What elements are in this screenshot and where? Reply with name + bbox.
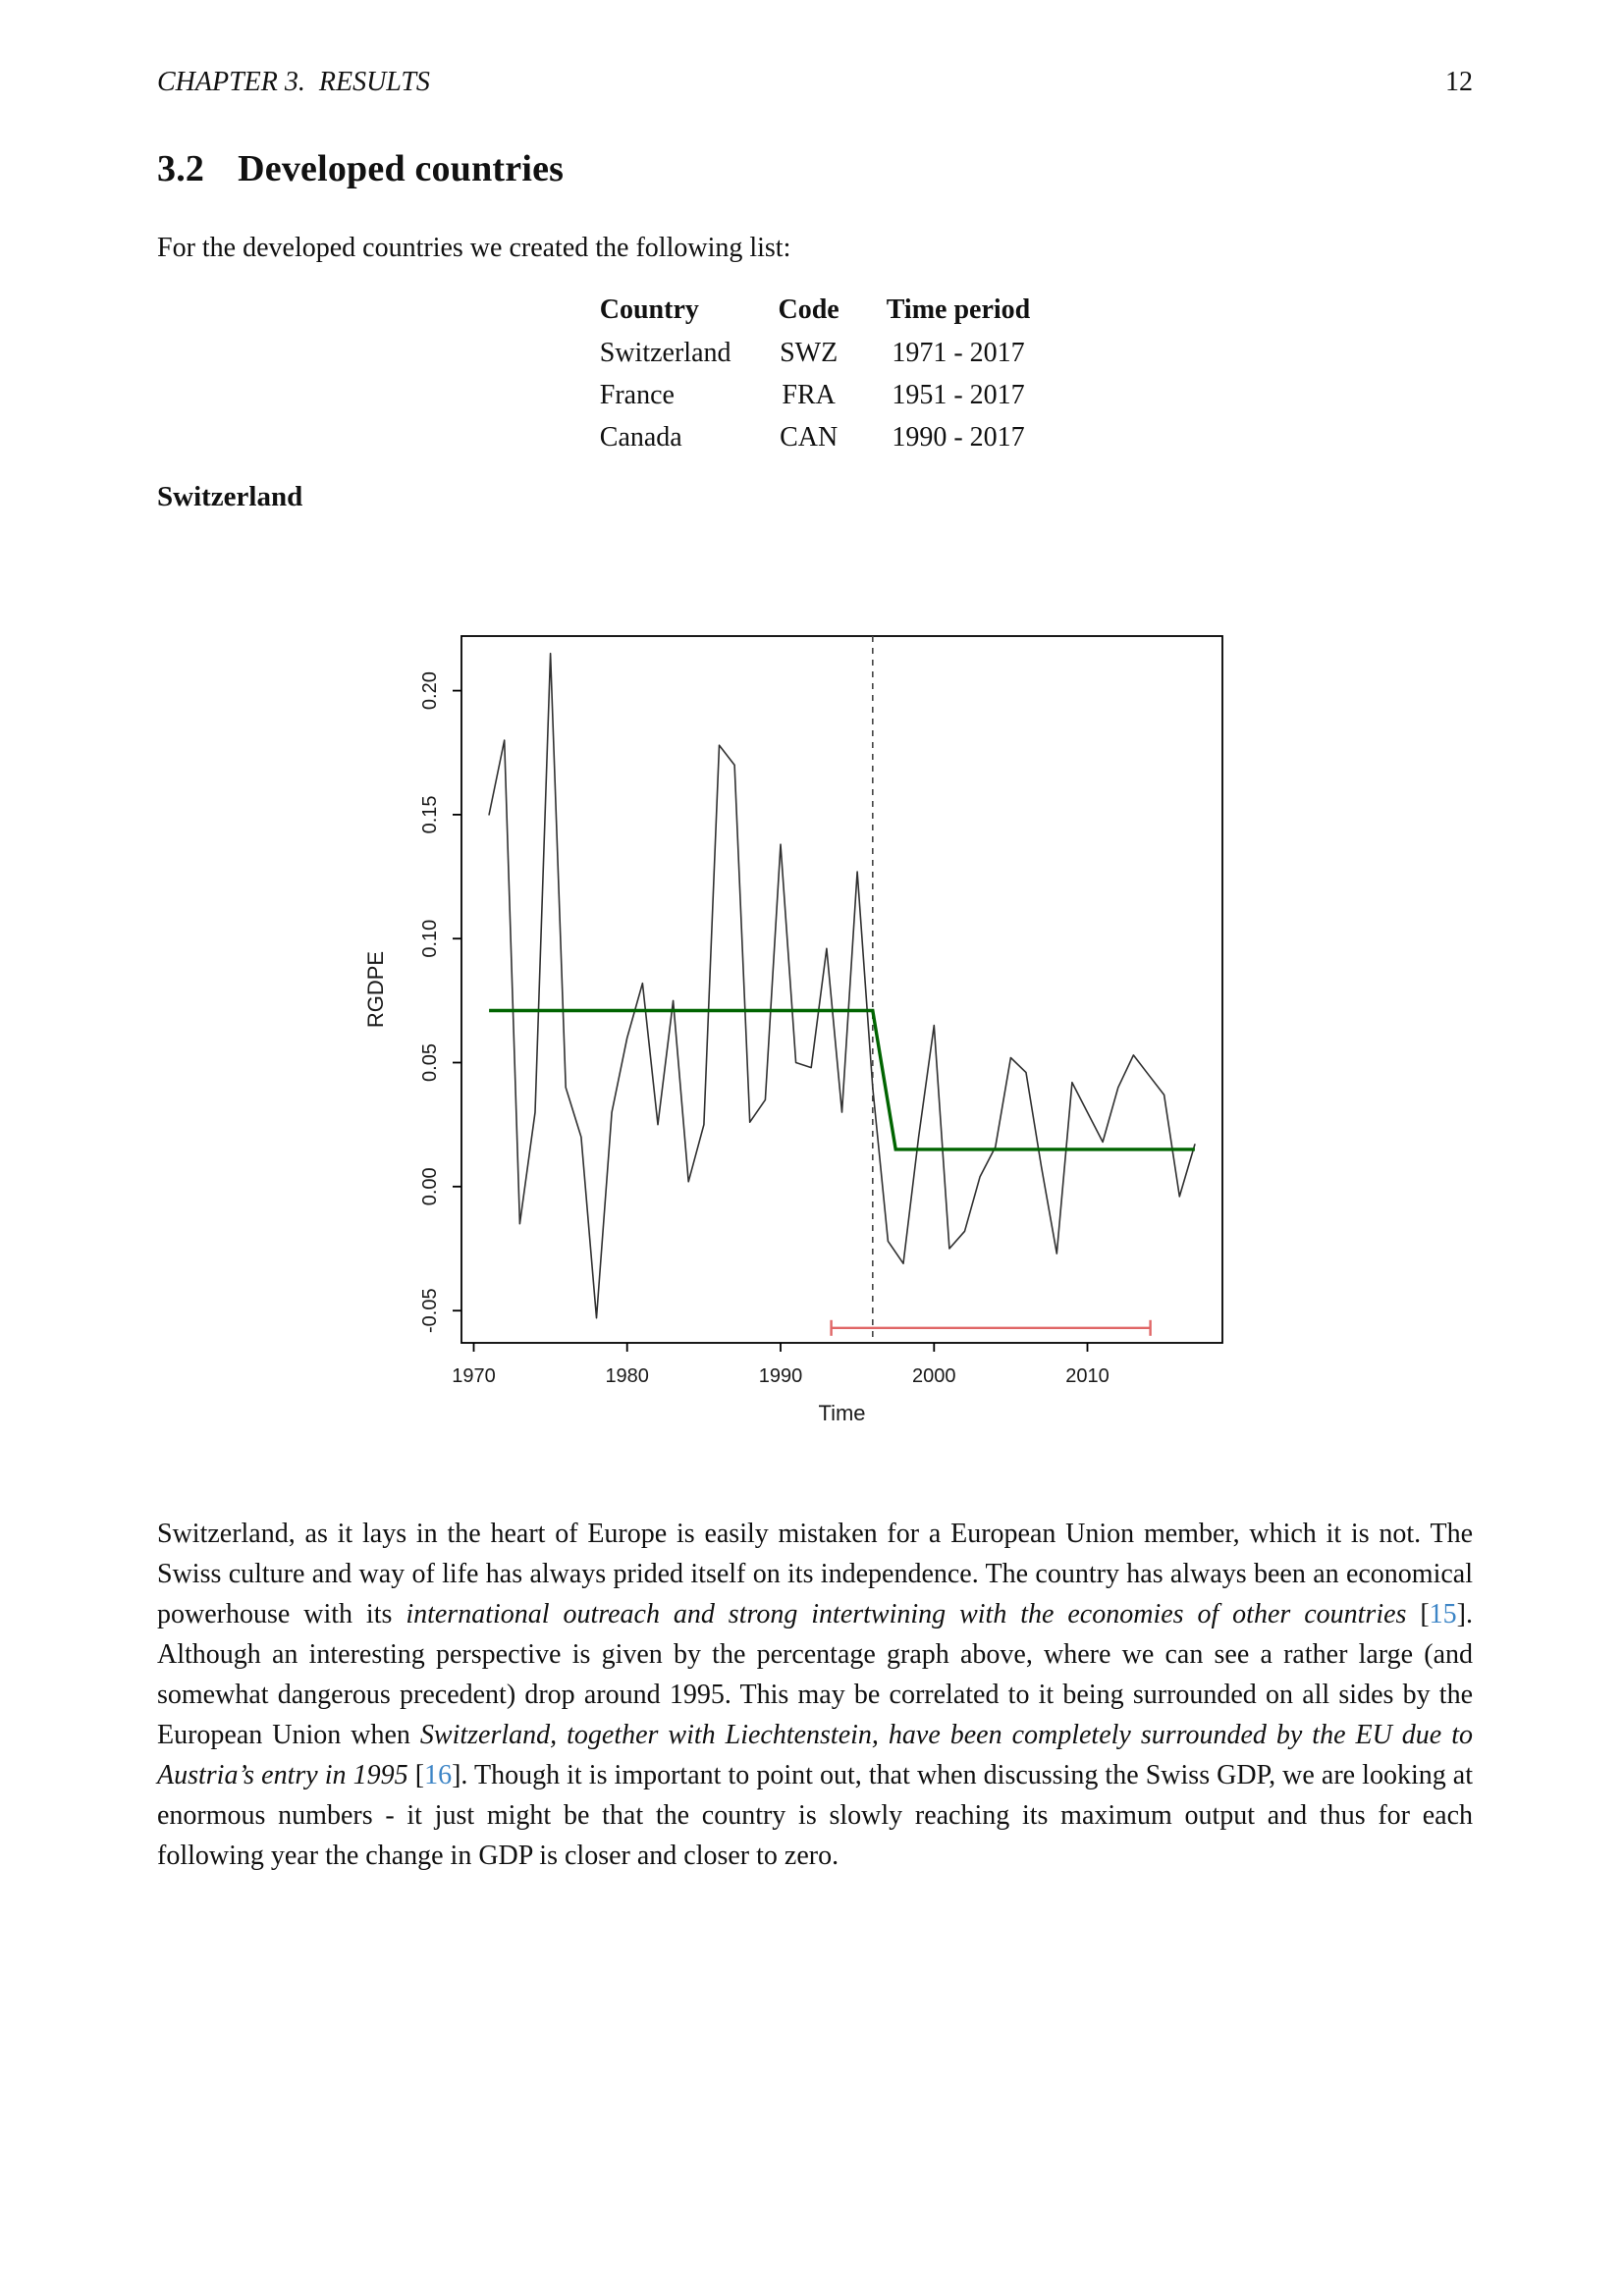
x-tick-label: 1990 <box>758 1365 803 1387</box>
x-tick-label: 2000 <box>912 1365 956 1387</box>
citation-link[interactable]: 15 <box>1429 1599 1457 1629</box>
italic-text: international outreach and strong intertwining with the economies of other countries <box>406 1599 1407 1629</box>
x-axis-label: Time <box>818 1401 866 1425</box>
rgdpe-series-line <box>489 654 1195 1318</box>
section-heading <box>157 147 564 190</box>
intro-paragraph: For the developed countries we created the following list: <box>157 233 791 263</box>
table-cell: Switzerland <box>599 338 731 368</box>
section-title: Developed countries <box>238 148 565 189</box>
body-paragraph <box>157 1514 1473 1876</box>
table-header-time-period: Time period <box>886 294 1031 325</box>
y-tick-label: 0.10 <box>419 919 441 958</box>
paragraph-text: Switzerland, as it lays in the heart of Europe is easily mistaken for a European Union member, which it is not. The Swiss culture and way of life has always prided itself on its independence. The country has always been an economical powerhouse with its <box>157 1519 1473 1629</box>
table-cell: Canada <box>599 422 682 453</box>
y-tick-label: 0.05 <box>419 1043 441 1082</box>
table-header-country: Country <box>599 294 699 325</box>
y-tick-label: 0.20 <box>419 671 441 711</box>
table-cell: 1951 - 2017 <box>892 380 1025 410</box>
switzerland-rgdpe-chart <box>334 612 1242 1436</box>
table-row <box>600 332 1030 374</box>
chart-root <box>334 612 1242 1441</box>
x-tick-label: 1980 <box>605 1365 649 1387</box>
x-tick-label: 1970 <box>452 1365 496 1387</box>
table-cell: 1990 - 2017 <box>892 422 1025 453</box>
table-cell: CAN <box>780 422 839 453</box>
table-cell: FRA <box>782 380 836 410</box>
table-row <box>600 416 1030 458</box>
table-row <box>600 374 1030 416</box>
citation-link[interactable]: 16 <box>424 1760 453 1790</box>
paragraph-text: ]. Although an interesting perspective is given by the percentage graph above, where we can see a rather large (and somewhat dangerous precedent) drop around 1995. This may be correlated to it being surrounded on all sides by the European Union when <box>157 1599 1473 1750</box>
y-axis-label: RGDPE <box>363 950 388 1029</box>
country-table-wrapper <box>157 293 1473 458</box>
paragraph-text: ]. Though it is important to point out, that when discussing the Swiss GDP, we are looking at enormous numbers - it just might be that the country is slowly reaching its maximum output and thus for each following year the change in GDP is closer and closer to zero. <box>157 1760 1474 1871</box>
table-header-code: Code <box>778 294 839 325</box>
subsection-heading-switzerland: Switzerland <box>157 481 303 512</box>
x-tick-label: 2010 <box>1065 1365 1110 1387</box>
section-number: 3.2 <box>157 148 205 189</box>
table-cell: SWZ <box>780 338 839 368</box>
running-header <box>157 67 1473 98</box>
table-cell: France <box>599 380 675 410</box>
paragraph-text: [ <box>1406 1599 1430 1629</box>
table-cell: 1971 - 2017 <box>892 338 1025 368</box>
paragraph-text: [ <box>407 1760 425 1790</box>
italic-text: Switzerland, together with Liechtenstein, have been completely surrounded by the EU due to Austria’s entry in 1995 <box>157 1720 1473 1790</box>
country-table <box>600 293 1030 458</box>
y-tick-label: -0.05 <box>419 1288 441 1333</box>
chapter-header-text: CHAPTER 3. RESULTS <box>157 67 430 97</box>
trend-line <box>489 1011 1195 1149</box>
rgdpe-figure <box>334 612 1242 1441</box>
plot-frame <box>461 636 1222 1343</box>
page-number: 12 <box>1445 67 1473 97</box>
y-tick-label: 0.00 <box>419 1167 441 1206</box>
y-tick-label: 0.15 <box>419 795 441 834</box>
